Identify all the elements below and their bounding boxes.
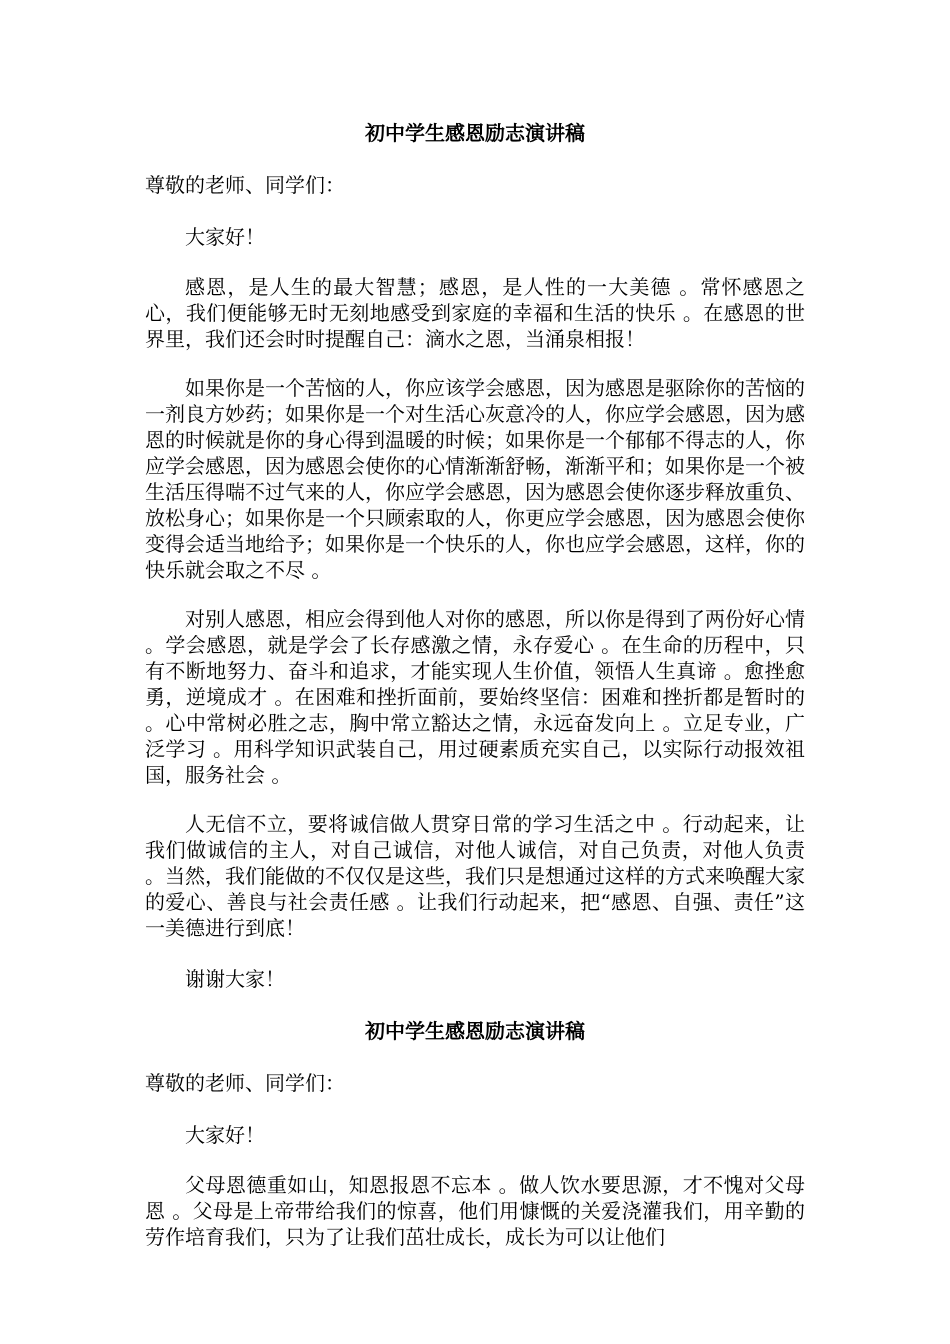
body-paragraph: 如果你是一个苦恼的人，你应该学会感恩，因为感恩是驱除你的苦恼的一剂良方妙药；如果你是一个对生活心灰意冷的人，你应学会感恩，因为感恩的时候就是你的身心得到温暖的时候；如果你是一个郁郁不得志的人，你应学会感恩，因为感恩会使你的心情渐渐舒畅，渐渐平和；如果你是一个被生活压得喘不过气来的人，你应学会感恩，因为感恩会使你逐步释放重负、放松身心；如果你是一个只顾索取的人，你更应学会感恩，因为感恩会使你变得会适当地给予；如果你是一个快乐的人，你也应学会感恩，这样，你的快乐就会取之不尽 。 <box>145 376 805 582</box>
speech-section-2 <box>145 1016 805 1250</box>
closing-line: 谢谢大家！ <box>185 967 285 991</box>
body-paragraph: 人无信不立，要将诚信做人贯穿日常的学习生活之中 。行动起来，让我们做诚信的主人，对自己诚信，对他人诚信，对自己负责，对他人负责 。当然，我们能做的不仅仅是这些，我们只是想通过这样的方式来唤醒大家的爱心、善良与社会责任感 。让我们行动起来，把“感恩、自强、责任”这一美德进行到底！ <box>145 812 805 940</box>
salutation: 尊敬的老师、同学们： <box>145 173 345 197</box>
salutation: 尊敬的老师、同学们： <box>145 1071 345 1095</box>
greeting: 大家好！ <box>185 225 265 249</box>
document-page <box>145 118 805 1273</box>
greeting: 大家好！ <box>185 1123 265 1147</box>
speech-title: 初中学生感恩励志演讲稿 <box>365 1019 585 1043</box>
body-paragraph: 对别人感恩，相应会得到他人对你的感恩，所以你是得到了两份好心情 。学会感恩，就是学会了长存感激之情，永存爱心 。在生命的历程中，只有不断地努力、奋斗和追求，才能实现人生价值，领悟人生真谛 。愈挫愈勇，逆境成才 。在困难和挫折面前，要始终坚信：困难和挫折都是暂时的 。心中常树必胜之志，胸中常立豁达之情，永远奋发向上 。立足专业，广泛学习 。用科学知识武装自己，用过硬素质充实自己，以实际行动报效祖国，服务社会 。 <box>145 607 805 787</box>
body-paragraph: 感恩，是人生的最大智慧；感恩，是人性的一大美德 。常怀感恩之心，我们便能够无时无刻地感受到家庭的幸福和生活的快乐 。在感恩的世界里，我们还会时时提醒自己：滴水之恩，当涌泉相报！ <box>145 275 805 351</box>
body-paragraph: 父母恩德重如山，知恩报恩不忘本 。做人饮水要思源，才不愧对父母恩 。父母是上帝带给我们的惊喜，他们用慷慨的关爱浇灌我们，用辛勤的劳作培育我们，只为了让我们茁壮成长，成长为可以让他们 <box>145 1173 805 1249</box>
speech-title: 初中学生感恩励志演讲稿 <box>365 121 585 145</box>
speech-section-1 <box>145 118 805 994</box>
